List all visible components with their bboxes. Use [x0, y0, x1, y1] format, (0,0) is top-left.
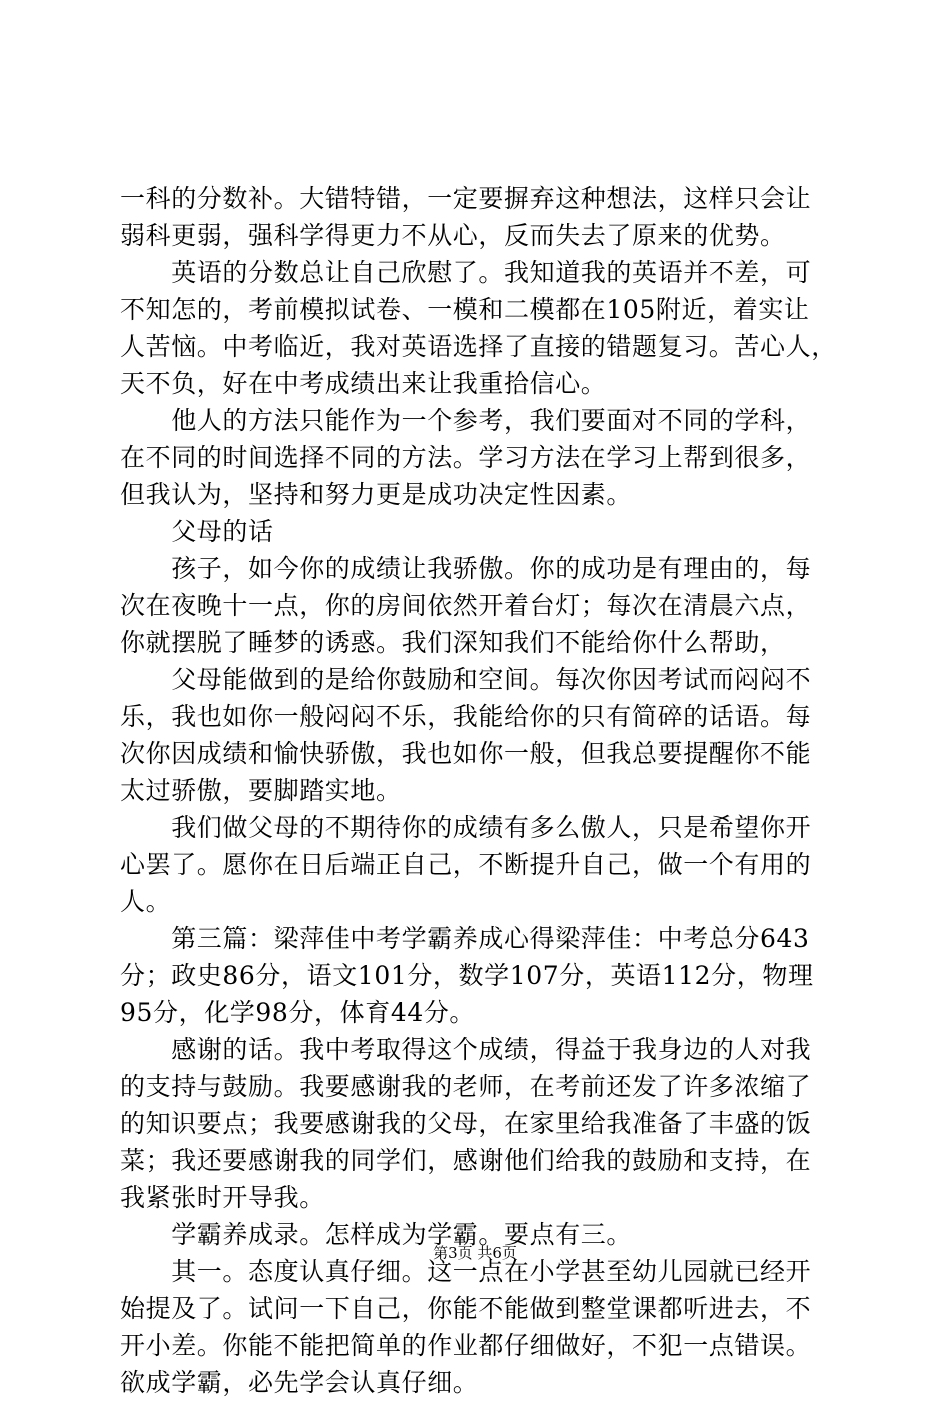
text-line: 太过骄傲，要脚踏实地。 [120, 776, 402, 805]
body-text [120, 180, 840, 1401]
text-line: 次你因成绩和愉快骄傲，我也如你一般，但我总要提醒你不能 [120, 739, 812, 768]
text-line: 在不同的时间选择不同的方法。学习方法在学习上帮到很多， [120, 443, 812, 472]
text-line: 孩子，如今你的成绩让我骄傲。你的成功是有理由的，每 [120, 554, 812, 583]
text-line: 感谢的话。我中考取得这个成绩，得益于我身边的人对我 [120, 1035, 812, 1064]
text-line: 其一。态度认真仔细。这一点在小学甚至幼儿园就已经开 [120, 1257, 812, 1286]
text-line: 第三篇：梁萍佳中考学霸养成心得梁萍佳：中考总分643 [120, 924, 810, 953]
text-line: 人苦恼。中考临近，我对英语选择了直接的错题复习。苦心人， [120, 332, 837, 361]
text-line: 的支持与鼓励。我要感谢我的老师，在考前还发了许多浓缩了 [120, 1072, 812, 1101]
text-line: 的知识要点；我要感谢我的父母，在家里给我准备了丰盛的饭 [120, 1109, 812, 1138]
text-line: 学霸养成录。怎样成为学霸。要点有三。 [120, 1220, 633, 1249]
text-line: 英语的分数总让自己欣慰了。我知道我的英语并不差，可 [120, 258, 812, 287]
text-line: 开小差。你能不能把简单的作业都仔细做好，不犯一点错误。 [120, 1331, 812, 1360]
text-line: 次在夜晚十一点，你的房间依然开着台灯；每次在清晨六点， [120, 591, 812, 620]
text-line: 欲成学霸，必先学会认真仔细。 [120, 1368, 479, 1397]
text-line: 天不负，好在中考成绩出来让我重拾信心。 [120, 369, 607, 398]
text-line: 我们做父母的不期待你的成绩有多么傲人，只是希望你开 [120, 813, 812, 842]
text-line: 人。 [120, 887, 172, 916]
page-footer: 第3页 共6页 [433, 1244, 517, 1262]
text-line: 父母能做到的是给你鼓励和空间。每次你因考试而闷闷不 [120, 665, 812, 694]
text-line: 菜；我还要感谢我的同学们，感谢他们给我的鼓励和支持，在 [120, 1146, 812, 1175]
text-line: 弱科更弱，强科学得更力不从心，反而失去了原来的优势。 [120, 221, 786, 250]
text-line: 一科的分数补。大错特错，一定要摒弃这种想法，这样只会让 [120, 184, 812, 213]
text-line: 你就摆脱了睡梦的诱惑。我们深知我们不能给你什么帮助， [120, 628, 786, 657]
text-line: 我紧张时开导我。 [120, 1183, 325, 1212]
text-line: 他人的方法只能作为一个参考，我们要面对不同的学科， [120, 406, 812, 435]
text-line: 分；政史86分，语文101分，数学107分，英语112分，物理 [120, 961, 814, 990]
section-heading: 父母的话 [120, 517, 274, 546]
text-line: 不知怎的，考前模拟试卷、一模和二模都在105附近，着实让 [120, 295, 810, 324]
text-line: 心罢了。愿你在日后端正自己，不断提升自己，做一个有用的 [120, 850, 812, 879]
text-line: 始提及了。试问一下自己，你能不能做到整堂课都听进去，不 [120, 1294, 812, 1323]
text-line: 但我认为，坚持和努力更是成功决定性因素。 [120, 480, 633, 509]
text-line: 95分，化学98分，体育44分。 [120, 998, 476, 1027]
text-line: 乐，我也如你一般闷闷不乐，我能给你的只有简碎的话语。每 [120, 702, 812, 731]
